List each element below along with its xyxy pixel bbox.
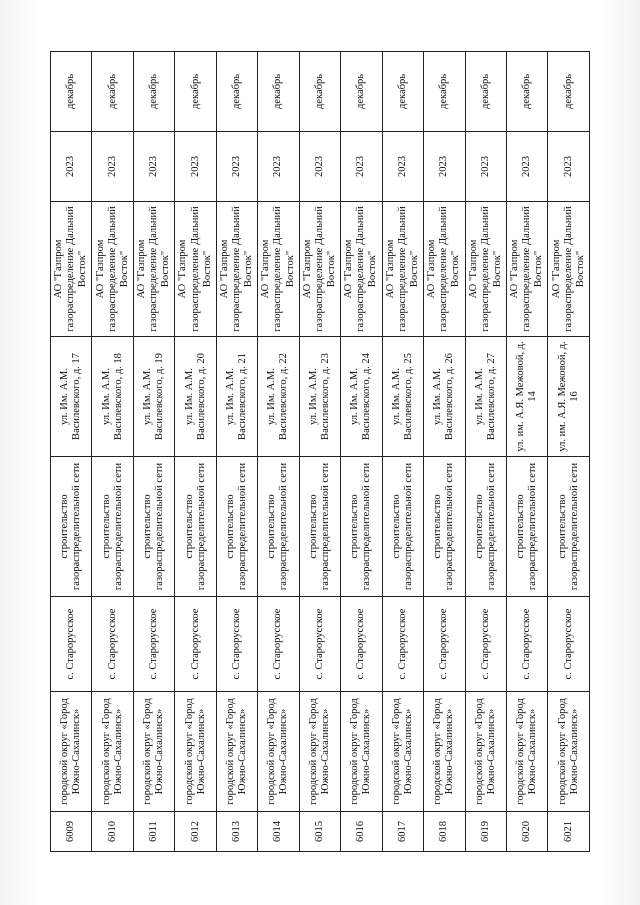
month-cell: декабрь <box>506 52 547 132</box>
municipality-cell: городской округ «Город Южно-Сахалинск» <box>175 692 216 812</box>
organization-cell: АО "Газпром газораспределение Дальний Восток" <box>341 202 382 337</box>
row-number-cell: 6009 <box>51 812 92 852</box>
work-type-cell: строительство газораспределительной сети <box>175 457 216 597</box>
work-type-cell: строительство газораспределительной сети <box>341 457 382 597</box>
row-number-cell: 6020 <box>506 812 547 852</box>
month-cell: декабрь <box>299 52 340 132</box>
work-type-cell: строительство газораспределительной сети <box>51 457 92 597</box>
month-cell: декабрь <box>258 52 299 132</box>
work-type-cell: строительство газораспределительной сети <box>382 457 423 597</box>
month-cell: декабрь <box>424 52 465 132</box>
month-cell: декабрь <box>51 52 92 132</box>
municipality-cell: городской округ «Город Южно-Сахалинск» <box>506 692 547 812</box>
month-cell: декабрь <box>92 52 133 132</box>
municipality-cell: городской округ «Город Южно-Сахалинск» <box>133 692 174 812</box>
row-number-cell: 6018 <box>424 812 465 852</box>
row-number-cell: 6016 <box>341 812 382 852</box>
municipality-cell: городской округ «Город Южно-Сахалинск» <box>299 692 340 812</box>
year-cell: 2023 <box>175 132 216 202</box>
settlement-cell: с. Старорусское <box>92 597 133 692</box>
address-cell: ул. Им. А.М. Василевского, д. 18 <box>92 337 133 457</box>
month-cell: декабрь <box>548 52 590 132</box>
organization-cell: АО "Газпром газораспределение Дальний Восток" <box>465 202 506 337</box>
settlement-cell: с. Старорусское <box>341 597 382 692</box>
work-type-cell: строительство газораспределительной сети <box>92 457 133 597</box>
address-cell: ул. им. А.Я. Межовой, д. 14 <box>506 337 547 457</box>
row-number-cell: 6012 <box>175 812 216 852</box>
table-row <box>341 52 382 852</box>
table-row <box>258 52 299 852</box>
organization-cell: АО "Газпром газораспределение Дальний Восток" <box>51 202 92 337</box>
settlement-cell: с. Старорусское <box>424 597 465 692</box>
table-row <box>133 52 174 852</box>
municipality-cell: городской округ «Город Южно-Сахалинск» <box>465 692 506 812</box>
year-cell: 2023 <box>133 132 174 202</box>
work-type-cell: строительство газораспределительной сети <box>424 457 465 597</box>
address-cell: ул. Им. А.М. Василевского, д. 27 <box>465 337 506 457</box>
settlement-cell: с. Старорусское <box>175 597 216 692</box>
settlement-cell: с. Старорусское <box>465 597 506 692</box>
table-row <box>548 52 590 852</box>
organization-cell: АО "Газпром газораспределение Дальний Восток" <box>92 202 133 337</box>
row-number-cell: 6014 <box>258 812 299 852</box>
organization-cell: АО "Газпром газораспределение Дальний Восток" <box>133 202 174 337</box>
organization-cell: АО "Газпром газораспределение Дальний Восток" <box>175 202 216 337</box>
organization-cell: АО "Газпром газораспределение Дальний Восток" <box>424 202 465 337</box>
organization-cell: АО "Газпром газораспределение Дальний Восток" <box>382 202 423 337</box>
work-type-cell: строительство газораспределительной сети <box>133 457 174 597</box>
address-cell: ул. Им. А.М. Василевского, д. 21 <box>216 337 257 457</box>
row-number-cell: 6021 <box>548 812 590 852</box>
table-row <box>216 52 257 852</box>
municipality-cell: городской округ «Город Южно-Сахалинск» <box>216 692 257 812</box>
table-row <box>51 52 92 852</box>
address-cell: ул. Им. А.М. Василевского, д. 26 <box>424 337 465 457</box>
municipality-cell: городской округ «Город Южно-Сахалинск» <box>382 692 423 812</box>
work-type-cell: строительство газораспределительной сети <box>465 457 506 597</box>
table-row <box>382 52 423 852</box>
organization-cell: АО "Газпром газораспределение Дальний Восток" <box>506 202 547 337</box>
municipality-cell: городской округ «Город Южно-Сахалинск» <box>92 692 133 812</box>
address-cell: ул. Им. А.М. Василевского, д. 22 <box>258 337 299 457</box>
organization-cell: АО "Газпром газораспределение Дальний Восток" <box>299 202 340 337</box>
address-cell: ул. Им. А.М. Василевского, д. 23 <box>299 337 340 457</box>
month-cell: декабрь <box>216 52 257 132</box>
settlement-cell: с. Старорусское <box>216 597 257 692</box>
table-row <box>506 52 547 852</box>
year-cell: 2023 <box>299 132 340 202</box>
address-cell: ул. Им. А.М. Василевского, д. 25 <box>382 337 423 457</box>
municipality-cell: городской округ «Город Южно-Сахалинск» <box>258 692 299 812</box>
row-number-cell: 6019 <box>465 812 506 852</box>
year-cell: 2023 <box>548 132 590 202</box>
settlement-cell: с. Старорусское <box>506 597 547 692</box>
month-cell: декабрь <box>341 52 382 132</box>
address-cell: ул. Им. А.М. Василевского, д. 17 <box>51 337 92 457</box>
year-cell: 2023 <box>465 132 506 202</box>
work-type-cell: строительство газораспределительной сети <box>506 457 547 597</box>
year-cell: 2023 <box>506 132 547 202</box>
year-cell: 2023 <box>258 132 299 202</box>
municipality-cell: городской округ «Город Южно-Сахалинск» <box>548 692 590 812</box>
month-cell: декабрь <box>382 52 423 132</box>
table-row <box>299 52 340 852</box>
rotated-page <box>50 52 590 852</box>
year-cell: 2023 <box>341 132 382 202</box>
row-number-cell: 6010 <box>92 812 133 852</box>
settlement-cell: с. Старорусское <box>51 597 92 692</box>
organization-cell: АО "Газпром газораспределение Дальний Восток" <box>258 202 299 337</box>
table-row <box>424 52 465 852</box>
year-cell: 2023 <box>216 132 257 202</box>
year-cell: 2023 <box>51 132 92 202</box>
row-number-cell: 6015 <box>299 812 340 852</box>
address-cell: ул. им. А.Я. Межовой, д. 16 <box>548 337 590 457</box>
table-row <box>175 52 216 852</box>
register-table <box>50 51 590 852</box>
settlement-cell: с. Старорусское <box>133 597 174 692</box>
month-cell: декабрь <box>465 52 506 132</box>
work-type-cell: строительство газораспределительной сети <box>216 457 257 597</box>
address-cell: ул. Им. А.М. Василевского, д. 19 <box>133 337 174 457</box>
year-cell: 2023 <box>382 132 423 202</box>
work-type-cell: строительство газораспределительной сети <box>548 457 590 597</box>
row-number-cell: 6017 <box>382 812 423 852</box>
municipality-cell: городской округ «Город Южно-Сахалинск» <box>341 692 382 812</box>
row-number-cell: 6013 <box>216 812 257 852</box>
settlement-cell: с. Старорусское <box>548 597 590 692</box>
month-cell: декабрь <box>175 52 216 132</box>
settlement-cell: с. Старорусское <box>258 597 299 692</box>
work-type-cell: строительство газораспределительной сети <box>258 457 299 597</box>
address-cell: ул. Им. А.М. Василевского, д. 24 <box>341 337 382 457</box>
settlement-cell: с. Старорусское <box>299 597 340 692</box>
settlement-cell: с. Старорусское <box>382 597 423 692</box>
row-number-cell: 6011 <box>133 812 174 852</box>
table-row <box>92 52 133 852</box>
table-body <box>51 52 590 852</box>
organization-cell: АО "Газпром газораспределение Дальний Восток" <box>548 202 590 337</box>
year-cell: 2023 <box>92 132 133 202</box>
municipality-cell: городской округ «Город Южно-Сахалинск» <box>51 692 92 812</box>
work-type-cell: строительство газораспределительной сети <box>299 457 340 597</box>
month-cell: декабрь <box>133 52 174 132</box>
organization-cell: АО "Газпром газораспределение Дальний Восток" <box>216 202 257 337</box>
table-row <box>465 52 506 852</box>
municipality-cell: городской округ «Город Южно-Сахалинск» <box>424 692 465 812</box>
year-cell: 2023 <box>424 132 465 202</box>
address-cell: ул. Им. А.М. Василевского, д. 20 <box>175 337 216 457</box>
